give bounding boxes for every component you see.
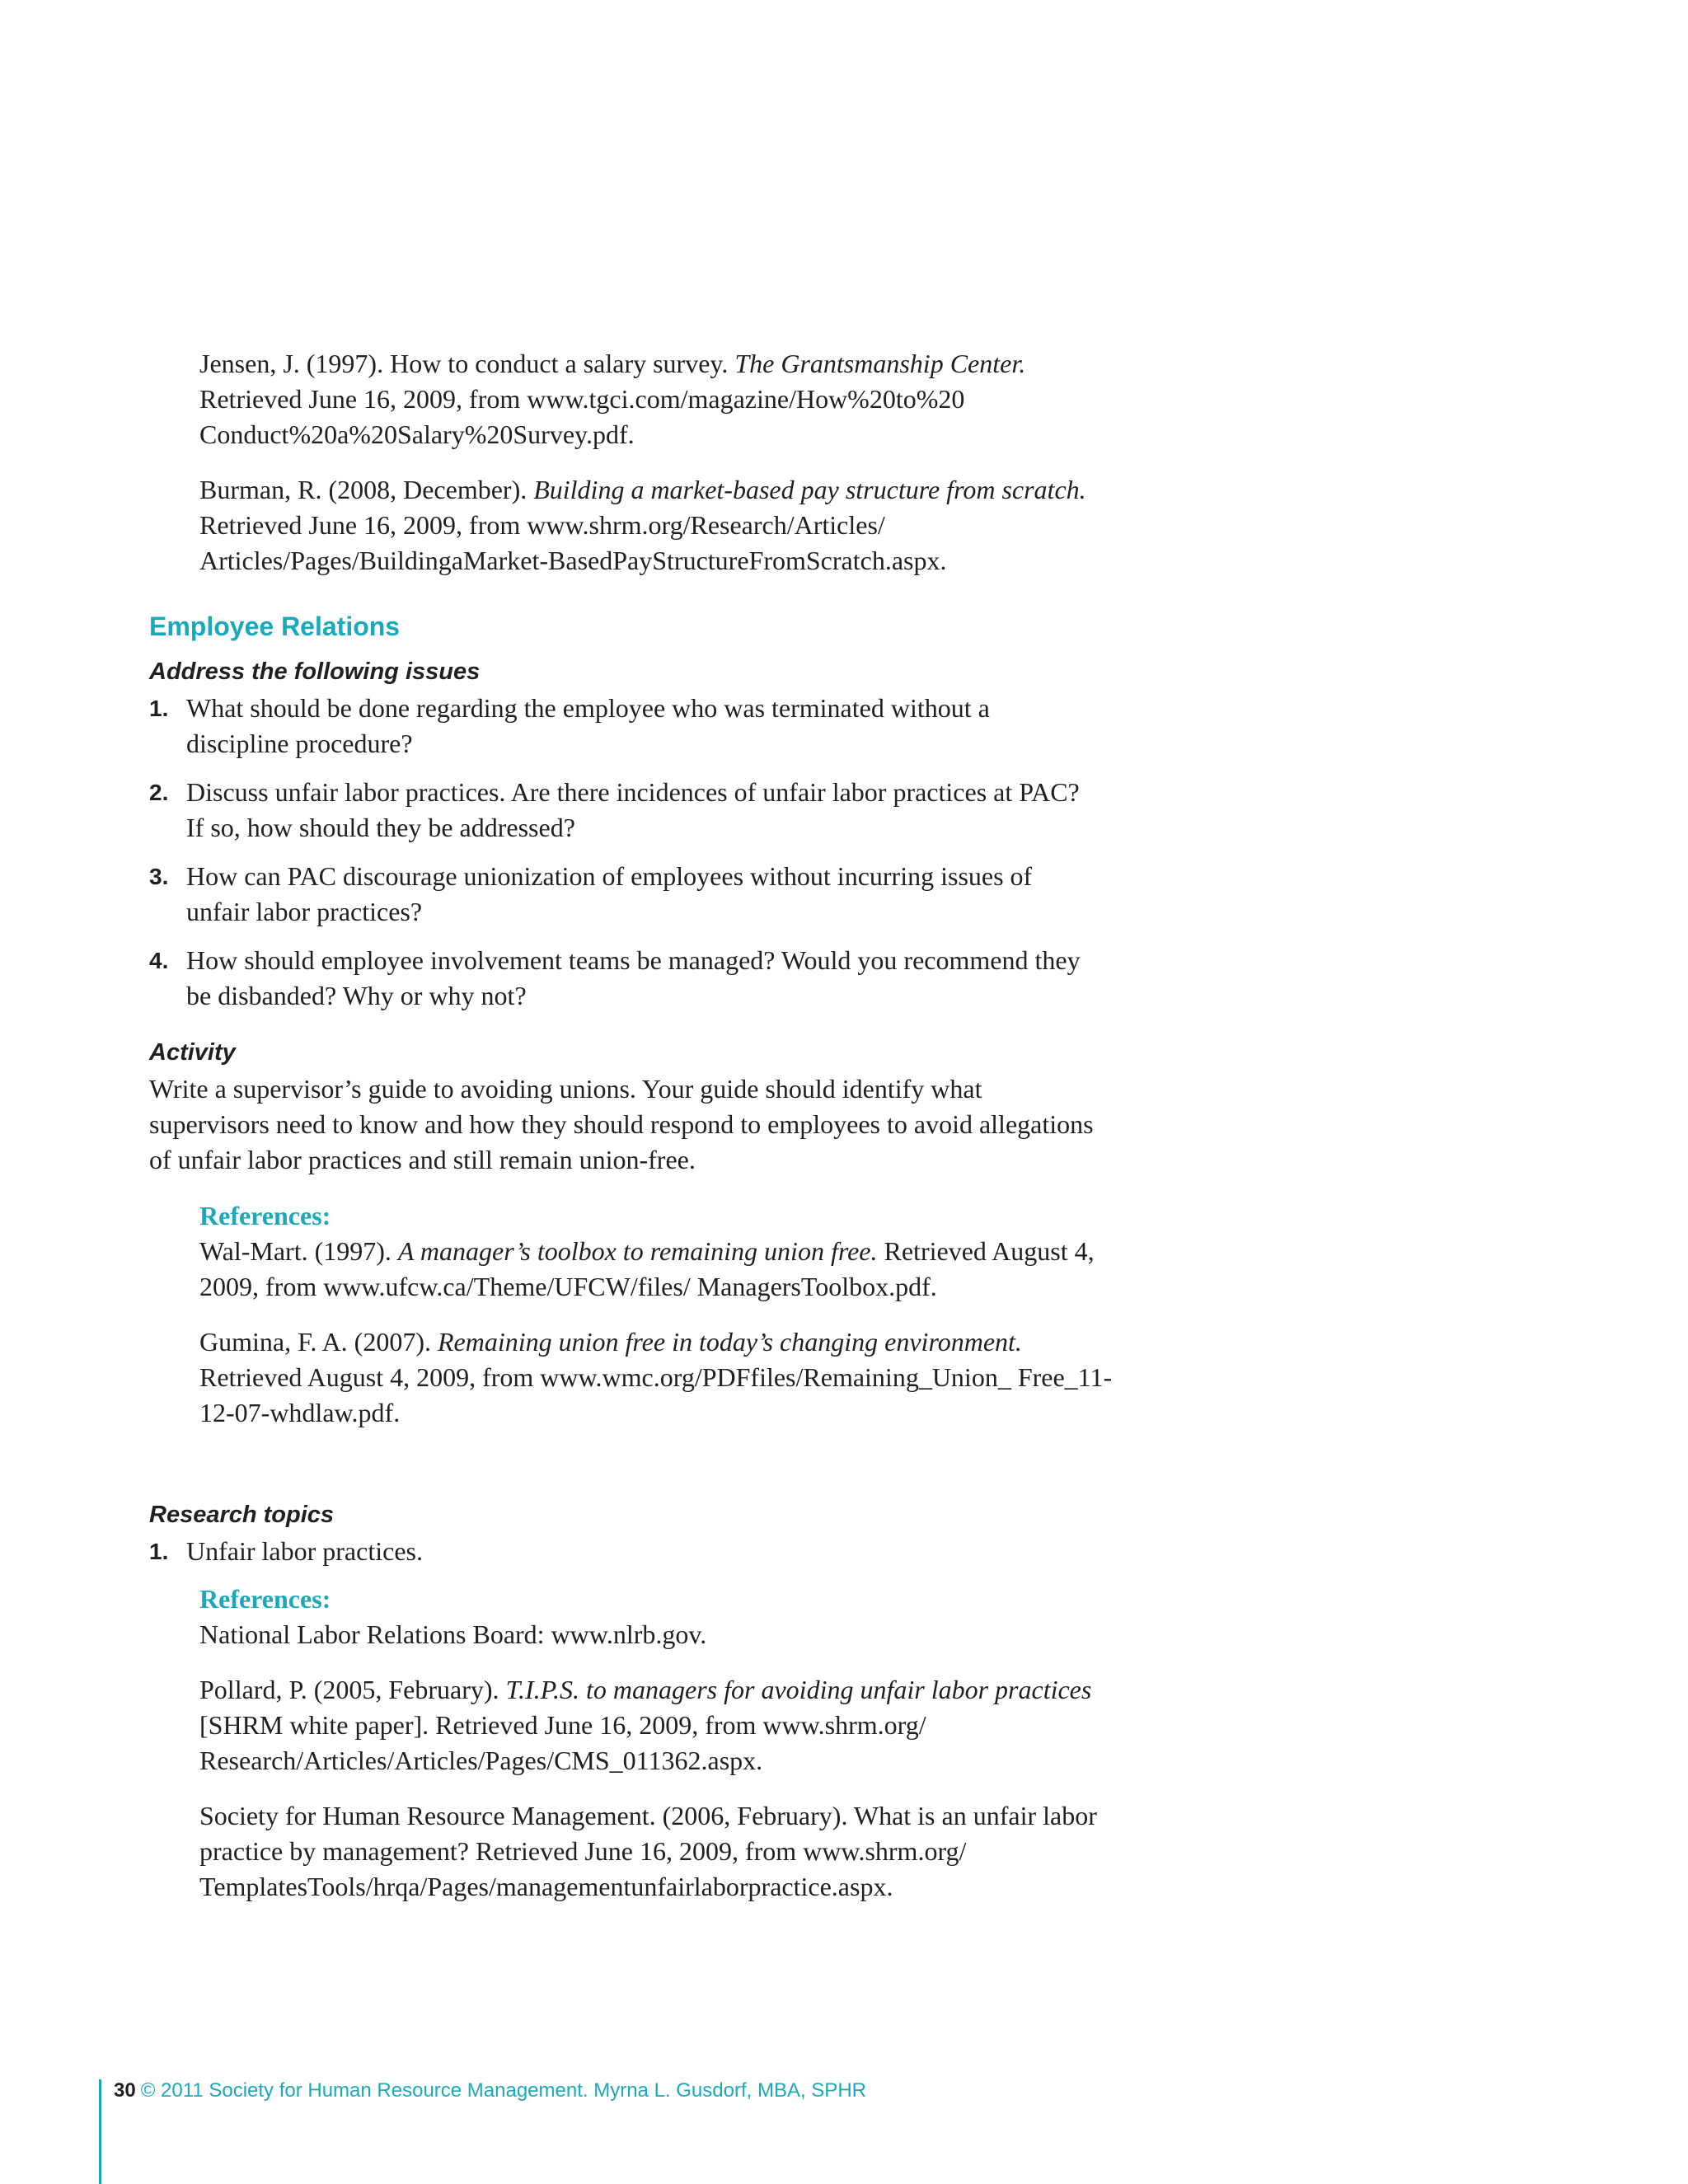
item-text: What should be done regarding the employee who was terminated without a discipline procedure? bbox=[186, 693, 990, 758]
reference-jensen bbox=[199, 346, 1131, 452]
reference-title: Building a market-based pay structure from scratch. bbox=[533, 475, 1086, 504]
reference-shrm bbox=[199, 1798, 1131, 1905]
reference-text: Wal-Mart. (1997). bbox=[199, 1236, 398, 1266]
reference-title: A manager’s toolbox to remaining union free. bbox=[397, 1236, 878, 1266]
item-number: 1. bbox=[149, 1539, 169, 1564]
issues-list bbox=[149, 691, 1097, 1027]
reference-title: The Grantsmanship Center. bbox=[734, 349, 1026, 378]
reference-text: National Labor Relations Board: www.nlrb.gov. bbox=[199, 1619, 707, 1649]
item-number: 3. bbox=[149, 864, 169, 889]
item-text: Unfair labor practices. bbox=[186, 1536, 423, 1566]
footer-rule bbox=[99, 2079, 101, 2184]
reference-text: Burman, R. (2008, December). bbox=[199, 475, 534, 504]
references-label: References: bbox=[199, 1201, 331, 1230]
reference-gumina bbox=[199, 1324, 1131, 1431]
page-footer bbox=[114, 2079, 866, 2102]
reference-burman bbox=[199, 472, 1131, 579]
reference-text: Retrieved August 4, 2009, from www.wmc.org/PDFfiles/Remaining_Union_ Free_11-12-07-whdlaw.pdf. bbox=[199, 1362, 1113, 1427]
reference-walmart bbox=[199, 1234, 1131, 1305]
item-text: How can PAC discourage unionization of employees without incurring issues of unfair labor practices? bbox=[186, 861, 1033, 926]
section-title: Employee Relations bbox=[149, 612, 401, 641]
item-number: 4. bbox=[149, 948, 169, 973]
item-number: 1. bbox=[149, 696, 169, 721]
research-heading: Research topics bbox=[149, 1502, 335, 1528]
list-item bbox=[149, 943, 1097, 1014]
list-item bbox=[149, 1534, 1138, 1569]
reference-text: Society for Human Resource Management. (2006, February). What is an unfair labor practice by management? Retrieved June 16, 2009, from www.shrm.org/ TemplatesTools/hrqa/Pages/managementunfairlaborpractice.aspx. bbox=[199, 1801, 1097, 1901]
activity-heading: Activity bbox=[149, 1039, 236, 1066]
research-list bbox=[149, 1534, 1138, 1582]
reference-text: Retrieved June 16, 2009, from www.tgci.com/magazine/How%20to%20 Conduct%20a%20Salary%20Survey.pdf. bbox=[199, 384, 965, 449]
reference-text: Gumina, F. A. (2007). bbox=[199, 1327, 438, 1357]
references-label: References: bbox=[199, 1584, 331, 1614]
activity-text: Write a supervisor’s guide to avoiding unions. Your guide should identify what supervisors need to know and how they should respond to employees to avoid allegations of unfair labor practices and still remain union-free. bbox=[149, 1074, 1094, 1174]
item-text: Discuss unfair labor practices. Are there incidences of unfair labor practices at PAC? If so, how should they be addressed? bbox=[186, 777, 1080, 842]
reference-text: Pollard, P. (2005, February). bbox=[199, 1675, 506, 1704]
activity-references bbox=[199, 1198, 1131, 1451]
reference-nlrb bbox=[199, 1617, 1131, 1652]
copyright-text: © 2011 Society for Human Resource Management. Myrna L. Gusdorf, MBA, SPHR bbox=[140, 2079, 866, 2102]
list-item bbox=[149, 775, 1097, 846]
item-number: 2. bbox=[149, 780, 169, 805]
reference-text: [SHRM white paper]. Retrieved June 16, 2009, from www.shrm.org/ Research/Articles/Articles/Pages/CMS_011362.aspx. bbox=[199, 1710, 926, 1775]
item-text: How should employee involvement teams be managed? Would you recommend they be disbanded? Why or why not? bbox=[186, 945, 1081, 1010]
issues-heading: Address the following issues bbox=[149, 658, 481, 685]
page-number: 30 bbox=[114, 2079, 136, 2102]
list-item bbox=[149, 691, 1097, 762]
reference-text: Jensen, J. (1997). How to conduct a salary survey. bbox=[199, 349, 735, 378]
reference-text: Retrieved June 16, 2009, from www.shrm.org/Research/Articles/ Articles/Pages/BuildingaMarket-BasedPayStructureFromScratch.aspx. bbox=[199, 510, 947, 575]
list-item bbox=[149, 859, 1097, 930]
research-references bbox=[199, 1582, 1131, 1924]
reference-text: Retrieved August 4, 2009, from www.ufcw.ca/Theme/UFCW/files/ ManagersToolbox.pdf. bbox=[199, 1236, 1095, 1301]
reference-title: T.I.P.S. to managers for avoiding unfair labor practices bbox=[505, 1675, 1092, 1704]
reference-title: Remaining union free in today’s changing environment. bbox=[437, 1327, 1022, 1357]
reference-pollard bbox=[199, 1672, 1131, 1779]
top-references bbox=[199, 346, 1131, 598]
